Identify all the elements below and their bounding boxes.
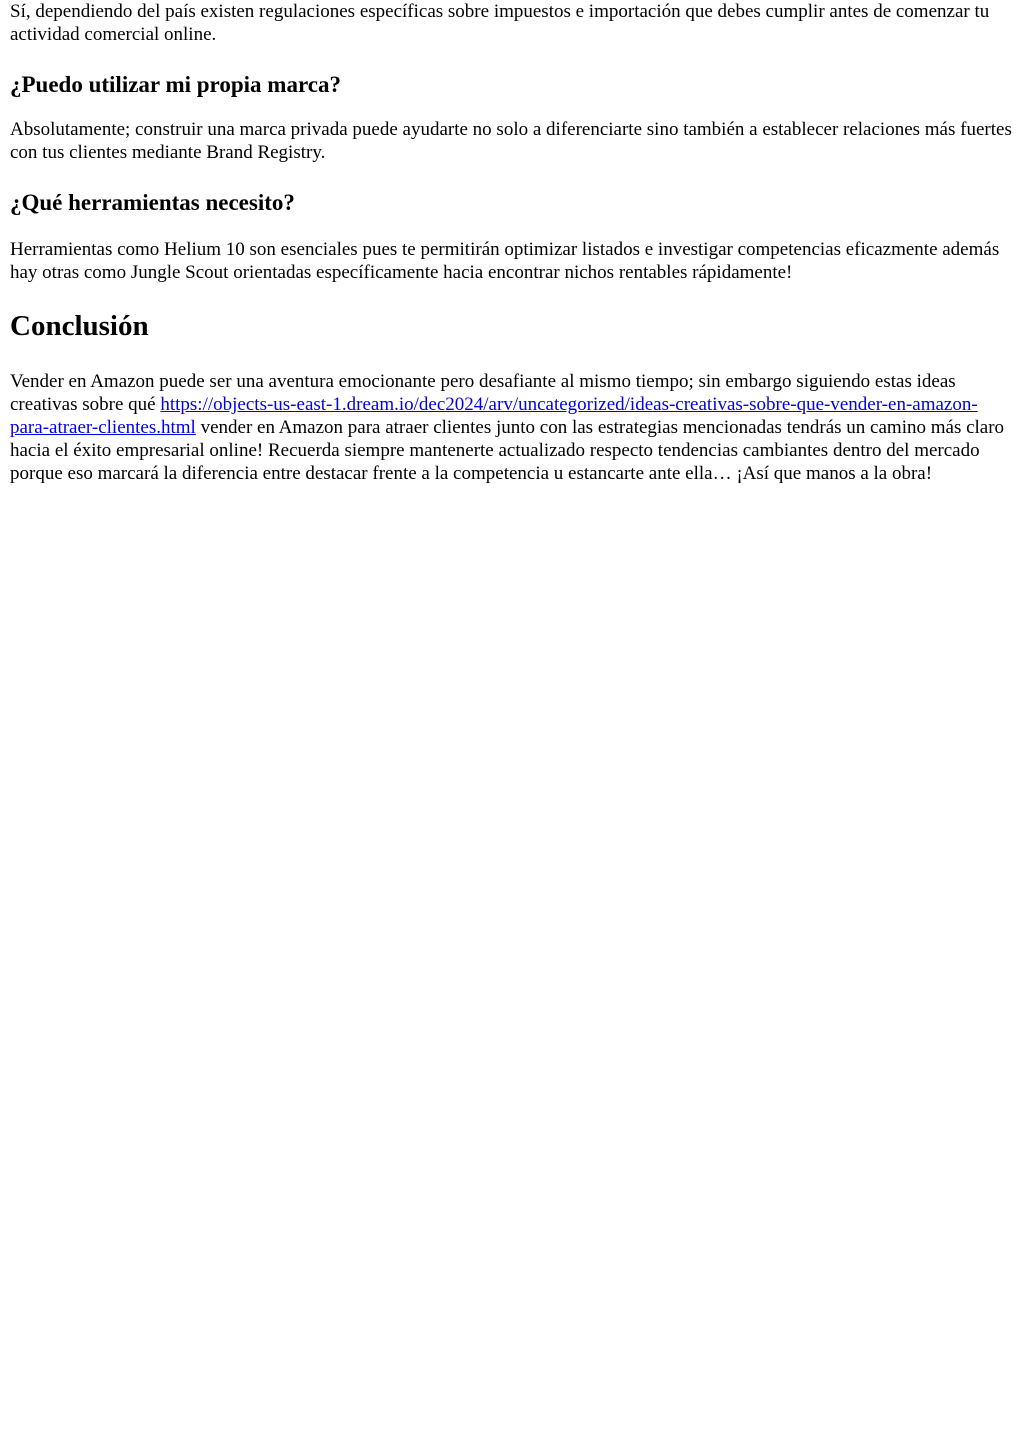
faq-answer-tools: Herramientas como Helium 10 son esenciales pues te permitirán optimizar listados e investigar competencias eficazmente además hay otras como Jungle Scout orientadas específicamente hacia encontrar nichos rentables rápidamente! — [10, 239, 1000, 283]
conclusion-text-before-link: Vender en Amazon puede ser una aventura emocionante pero desafiante al mismo tiempo; sin embargo siguiendo estas ideas creativas sobre qué — [10, 371, 956, 415]
conclusion-text-after-link: vender en Amazon para atraer clientes junto con las estrategias mencionadas tendrás un camino más claro hacia el éxito empresarial online! Recuerda siempre mantenerte actualizado respecto tendencias cambiantes dentro del mercado porque eso marcará la diferencia entre destacar frente a la competencia u estancarte ante ella… ¡Así que manos a la obra! — [10, 417, 1005, 484]
faq-answer-brand: Absolutamente; construir una marca privada puede ayudarte no solo a diferenciarte sino también a establecer relaciones más fuertes con tus clientes mediante Brand Registry. — [10, 119, 1012, 163]
faq-question-brand: ¿Puedo utilizar mi propia marca? — [10, 72, 341, 97]
conclusion-heading: Conclusión — [10, 310, 149, 342]
article-body — [0, 0, 1024, 485]
conclusion-paragraph — [10, 370, 1014, 485]
intro-paragraph: Sí, dependiendo del país existen regulaciones específicas sobre impuestos e importación que debes cumplir antes de comenzar tu actividad comercial online. — [10, 1, 990, 45]
conclusion-link[interactable]: https://objects-us-east-1.dream.io/dec2024/arv/uncategorized/ideas-creativas-sobre-que-vender-en-amazon-para-atraer-clientes.html — [10, 394, 978, 438]
faq-question-tools: ¿Qué herramientas necesito? — [10, 190, 295, 215]
